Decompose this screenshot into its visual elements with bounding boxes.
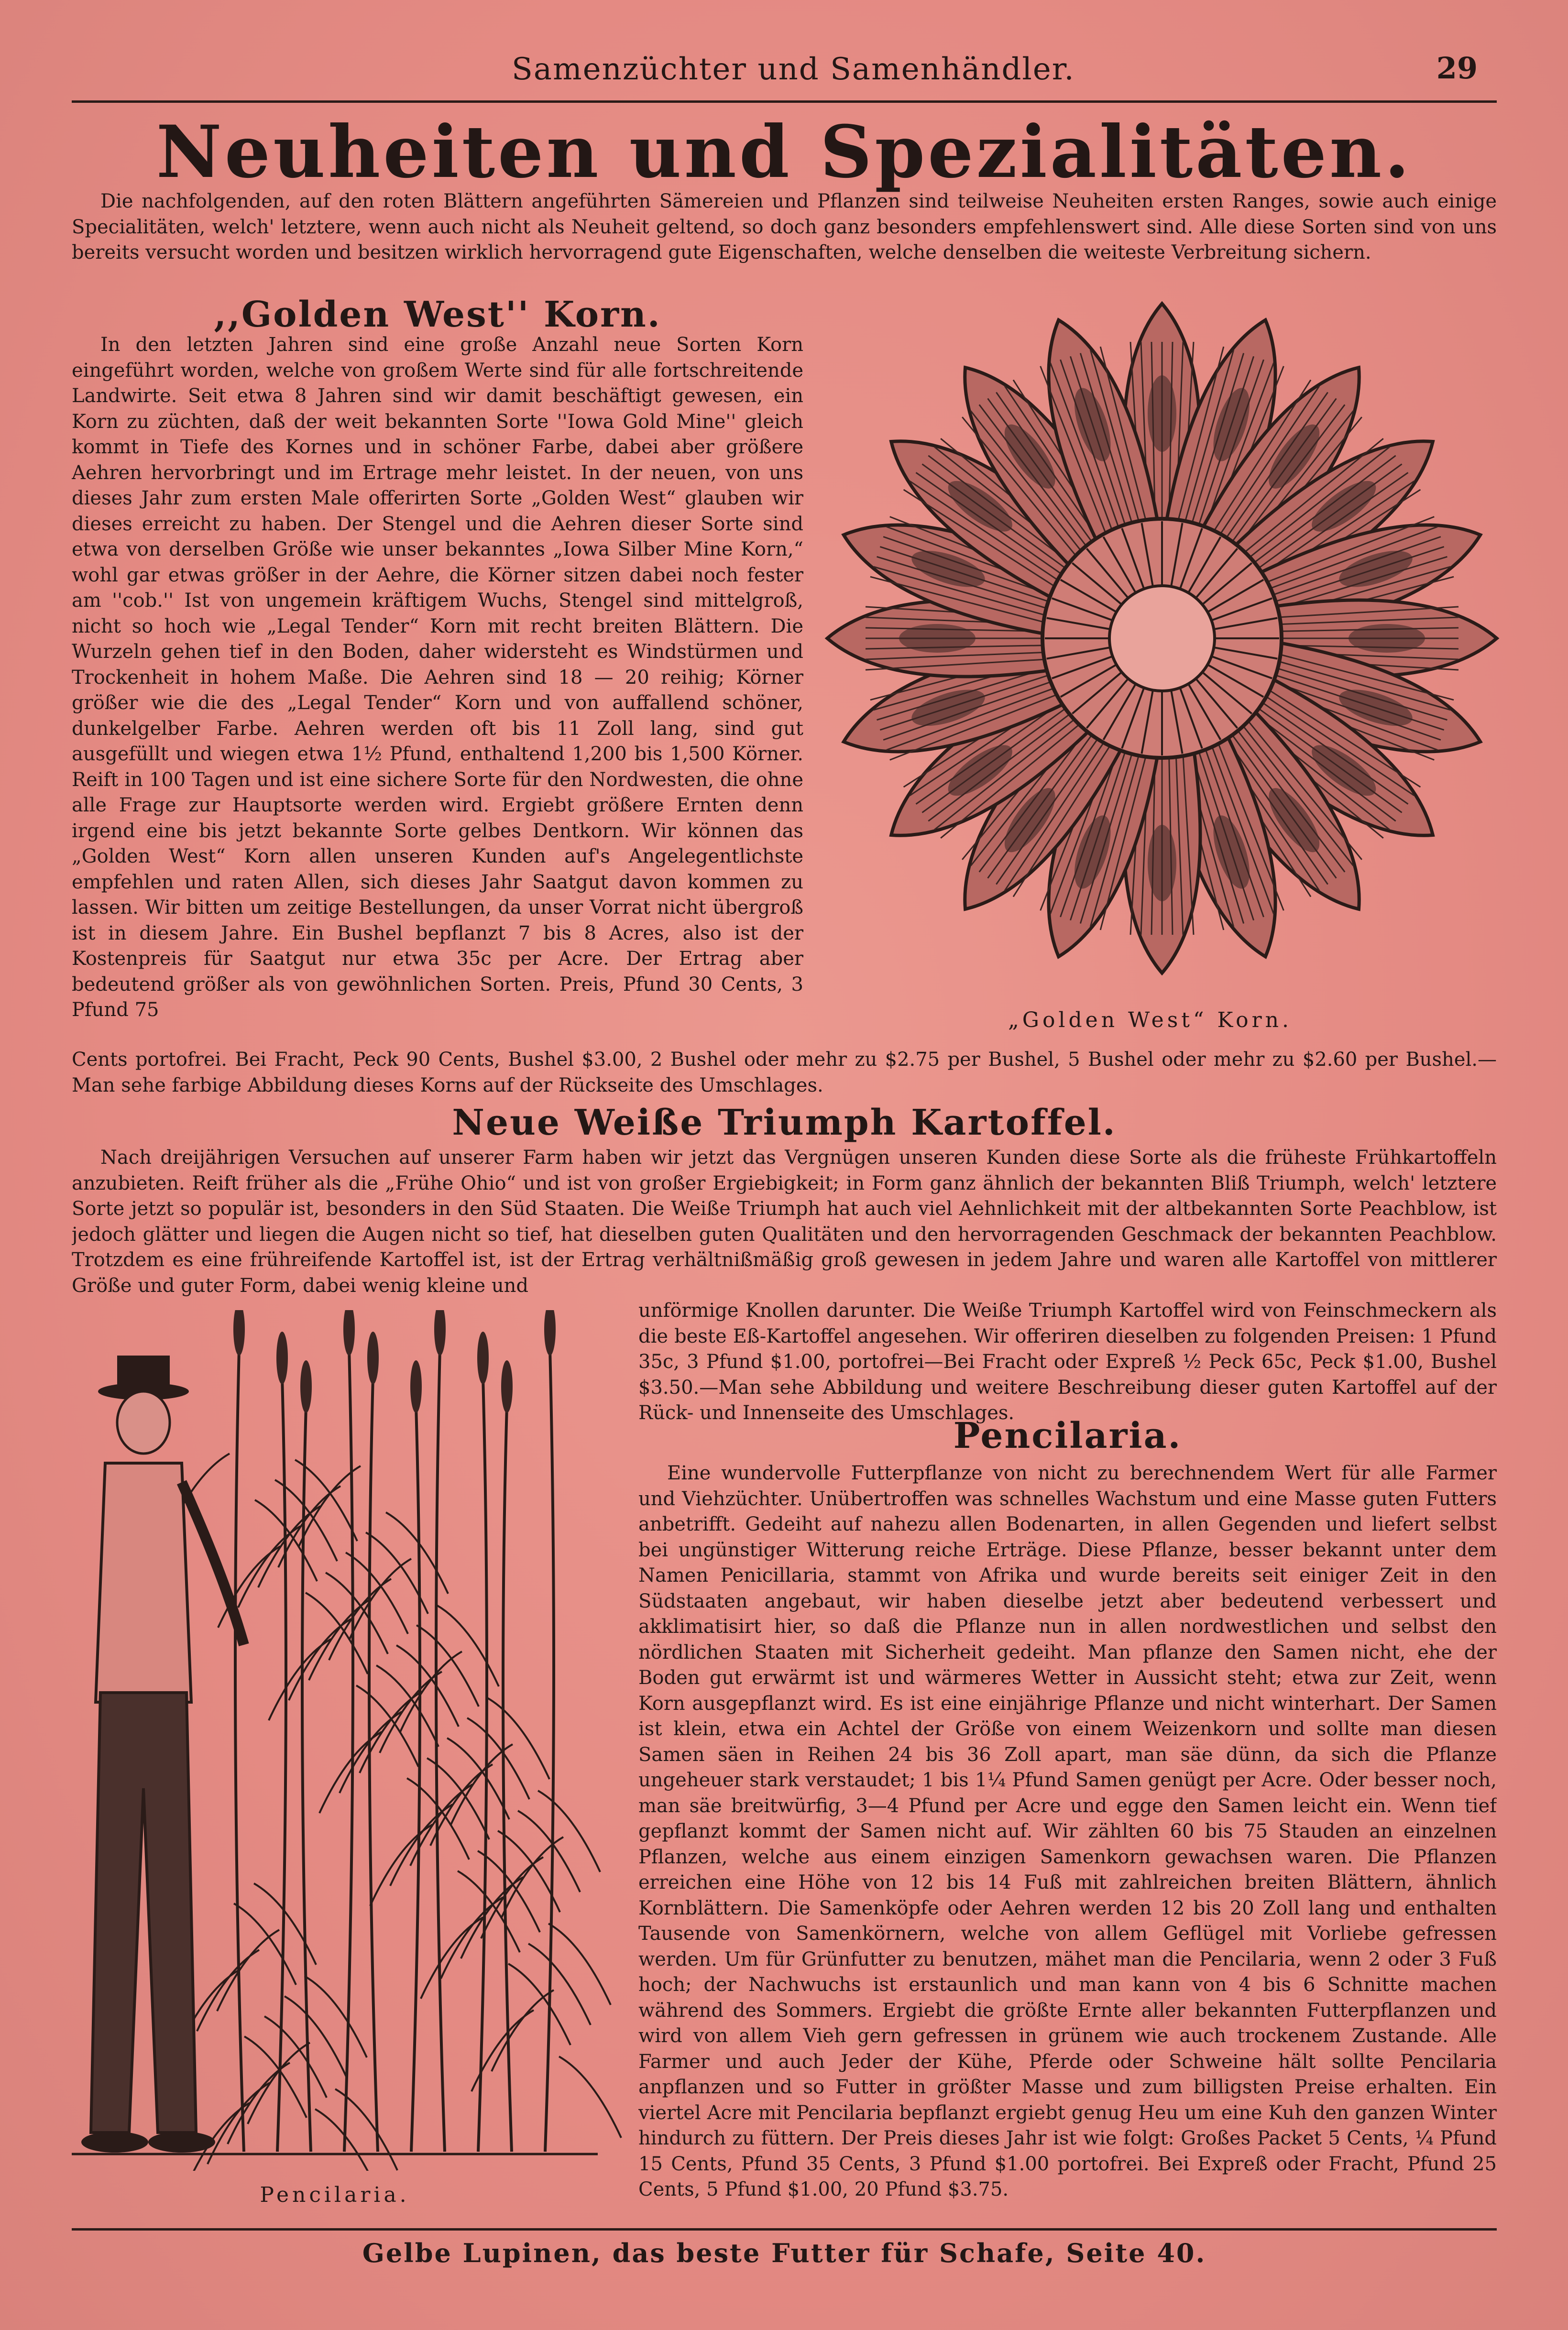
plant-leaf (487, 1698, 549, 1779)
pencilaria-svg (72, 1310, 626, 2171)
seed-head (544, 1310, 556, 1356)
triumph-body-continued: unförmige Knollen darunter. Die Weiße Triumph Kartoffel wird von Feinschmeckern als die beste Eß-Kartoffel angesehen. Wir offeriren dieselben zu folgenden Preisen: 1 Pfund 35c, 3 Pfund $1.00, portofrei—Bei Fracht oder Expreß ½ Peck 65c, Peck $1.00, Bushel $3.50.—Man sehe Abbildung und weitere Beschreibung dieser guten Kartoffel auf der Rück- und Innenseite des Umschlages. (638, 1300, 1497, 1424)
plant-stalk (235, 1348, 244, 2152)
footer-note: Gelbe Lupinen, das beste Futter für Schafe, Seite 40. (362, 2238, 1206, 2268)
plant-stalk (369, 1377, 378, 2152)
plant-leaf (376, 1665, 439, 1747)
pencilaria-illustration (72, 1310, 626, 2171)
plant-leaf (458, 1871, 520, 1952)
seed-head (233, 1310, 245, 1356)
cob-pith (1109, 586, 1215, 691)
golden-west-heading: ,,Golden West'' Korn. (214, 294, 661, 335)
plant-leaf (417, 1625, 479, 1706)
plant-leaf (559, 2057, 621, 2138)
plant-leaf (217, 1930, 279, 2011)
seed-head (343, 1310, 355, 1356)
plant-leaf (234, 1903, 296, 1985)
golden-west-body: In den letzten Jahren sind eine große Anzahl neue Sorten Korn eingeführt worden, welche von großem Werte sind für alle fortschreitende Landwirte. Seit etwa 8 Jahren sind wir damit beschäftigt gewesen, ein Korn zu züchten, daß der weit bekannten Sorte ''Iowa Gold Mine'' gleich kommt in Tiefe des Kornes und in schöner Farbe, dabei aber größere Aehren hervorbringt und im Ertrage mehr leistet. In der neuen, von uns dieses Jahr zum ersten Male offerirten Sorte „Golden West“ glauben wir dieses erreicht zu haben. Der Stengel und die Aehren dieser Sorte sind etwa von derselben Größe wie unser bekanntes „Iowa Silber Mine Korn,“ wohl gar etwas größer in der Aehre, die Körner sitzen dabei noch fester am ''cob.'' Ist von ungemein kräftigem Wuchs, Stengel sind mittelgroß, nicht so hoch wie „Legal Tender“ Korn mit recht breiten Blättern. Die Wurzeln gehen tief in den Boden, daher widersteht es Windstürmen und Trockenheit in hohem Maße. Die Aehren sind 18 — 20 reihig; Körner größer wie die des „Legal Tender“ Korn und von auffallend schöner, dunkelgelber Farbe. Aehren werden oft bis 11 Zoll lang, sind gut ausgefüllt und wiegen etwa 1½ Pfund, enthaltend 1,200 bis 1,500 Körner. Reift in 100 Tagen und ist eine sichere Sorte für den Nordwesten, die ohne alle Frage zur Hauptsorte werden wird. Ergiebt größere Ernten denn irgend eine bis jetzt bekannte Sorte gelbes Dentkorn. Wir können das „Golden West“ Korn allen unseren Kunden auf's Angelegentlichste empfehlen und raten Allen, sich dieses Jahr Saatgut davon kommen zu lassen. Wir bitten um zeitige Bestellungen, da unser Vorrat nicht übergroß ist in diesem Jahre. Ein Bushel bepflanzt 7 bis 8 Acres, also ist der Kostenpreis für Saatgut nur etwa 35c per Acre. Der Ertrag aber bedeutend größer als von gewöhnlichen Sorten. Preis, Pfund 30 Cents, 3 Pfund 75 (72, 334, 803, 1021)
seed-head (477, 1332, 489, 1384)
corn-cross-section-illustration (822, 287, 1502, 990)
farmer-trousers (91, 1693, 196, 2133)
triumph-heading: Neue Weiße Triumph Kartoffel. (452, 1102, 1117, 1143)
plant-leaf (400, 1652, 462, 1733)
plant-leaf (264, 2016, 327, 2098)
pencilaria-caption: Pencilaria. (260, 2183, 410, 2207)
plant-leaf (386, 1512, 448, 1594)
plant-leaf (346, 1553, 408, 1634)
plant-leaf (501, 1837, 563, 1918)
plant-leaf (528, 1944, 591, 2025)
pencilaria-heading: Pencilaria. (953, 1415, 1182, 1456)
triumph-body: Nach dreijährigen Versuchen auf unserer Farm haben wir jetzt das Vergnügen unseren Kunden diese Sorte als die früheste Frühkartoffeln anzubieten. Reift früher als die „Frühe Ohio“ und ist von großer Ergiebigkeit; in Form ganz ähnlich der bekannten Bliß Triumph, welch' letztere Sorte jetzt so populär ist, besonders in den Süd Staaten. Die Weiße Triumph hat auch viel Aehnlichkeit mit der altbekannten Sorte Peachblow, ist jedoch glätter und liegen die Augen nicht so tief, hat dieselben guten Qualitäten und den hervorragenden Geschmack der bekannten Peachblow. Trotzdem es eine frühreifende Kartoffel ist, ist der Ertrag verhältnißmäßig groß gewesen in jedem Jahre und waren alle Kartoffel von mittlerer Größe und guter Form, dabei wenig kleine und (72, 1147, 1497, 1297)
page-title: Neuheiten und Spezialitäten. (156, 110, 1413, 194)
plant-leaf (548, 1924, 611, 2005)
plant-leaf (305, 1976, 367, 2057)
golden-west-price: Cents portofrei. Bei Fracht, Peck 90 Cents, Bushel $3.00, 2 Bushel oder mehr zu $2.75 per Bushel, 5 Bushel oder mehr zu $2.60 per Bushel.—Man sehe farbige Abbildung dieses Korns auf der Rückseite des Umschlages. (72, 1049, 1497, 1096)
footer-rule (72, 2228, 1497, 2231)
farmer-shoe (81, 2132, 148, 2153)
plant-leaf (447, 1738, 509, 1819)
plant-leaf (508, 1964, 570, 2045)
plant-leaf (356, 1685, 418, 1767)
golden-west-caption: „Golden West“ Korn. (1008, 1008, 1292, 1032)
plant-leaf (285, 1996, 347, 2078)
page-number: 29 (1436, 51, 1478, 86)
running-head (72, 48, 1497, 103)
plant-leaf (518, 1811, 580, 1892)
intro-paragraph: Die nachfolgenden, auf den roten Blättern angeführten Sämereien und Pflanzen sind teilweise Neuheiten ersten Ranges, sowie auch einige Specialitäten, welch' letztere, wenn auch nicht als Neuheit geltend, so doch ganz besonders empfehlenswert sind. Alle diese Sorten sind von uns bereits versucht worden und besitzen wirklich hervorragend gute Eigenschaften, welche denselben die weiteste Verbreitung sichern. (72, 190, 1497, 263)
plant-leaf (437, 1605, 499, 1686)
seed-head (434, 1310, 446, 1356)
plant-leaf (478, 1851, 540, 1932)
plant-leaf (326, 1573, 388, 1654)
farmer-shoe (148, 2132, 215, 2153)
plant-stalk (545, 1348, 554, 2152)
plant-leaf (467, 1718, 529, 1799)
plant-leaf (396, 1645, 459, 1727)
plant-leaf (244, 2036, 307, 2118)
plant-leaf (538, 1791, 600, 1872)
pencilaria-body: Eine wundervolle Futterpflanze von nicht zu berechnendem Wert für alle Farmer und Viehzüchter. Unübertroffen was schnelles Wachstum und eine Masse guten Futters anbetrifft. Gedeiht auf nahezu allen Bodenarten, in allen Gegenden und liefert selbst bei ungünstiger Witterung reiche Erträge. Diese Pflanze, besser bekannt unter dem Namen Penicillaria, stammt von Afrika und wurde bereits seit einiger Zeit in den Südstaaten angebaut, wir haben dieselbe jetzt aber bedeutend verbessert und akklimatisirt hier, so daß die Pflanze nun in allen nordwestlichen und selbst den nördlichen Staaten mit Sicherheit gedeiht. Man pflanze den Samen nicht, ehe der Boden gut erwärmt ist und wärmeres Wetter in Aussicht steht; etwa zur Zeit, wenn Korn ausgepflanzt wird. Es ist eine einjährige Pflanze und nicht winterhart. Der Samen ist klein, etwa ein Achtel der Größe von einem Weizenkorn und sollte man diesen Samen säen in Reihen 24 bis 36 Zoll apart, man säe dünn, da sich die Pflanze ungeheuer stark verstaudet; 1 bis 1¼ Pfund Samen genügt per Acre. Oder besser noch, man säe breitwürfig, 3—4 Pfund per Acre und egge den Samen leicht ein. Wenn tief gepflanzt kommt der Samen nicht auf. Wir zählten 60 bis 75 Stauden an einzelnen Pflanzen, welche aus einem einzigen Samenkorn gewachsen waren. Die Pflanzen erreichen eine Höhe von 12 bis 14 Fuß mit zahlreichen breiten Blättern, ähnlich Kornblättern. Die Samenköpfe oder Aehren werden 12 bis 20 Zoll lang und enthalten Tausende von Samenkörnern, welche von allem Geflügel mit Vorliebe gefressen werden. Um für Grünfutter zu benutzen, mähet man die Pencilaria, wenn 2 oder 3 Fuß hoch; der Nachwuchs ist erstaunlich und man kann von 4 bis 6 Schnitte machen während des Sommers. Ergiebt die größte Ernte aller bekannten Futterpflanzen und wird von allem Vieh gern gefressen in grünem wie auch trockenem Zustande. Alle Farmer und auch Jeder der Kühe, Pferde oder Schweine hält sollte Pencilaria anpflanzen und so Futter in größter Masse und zum billigsten Preise erhalten. Ein viertel Acre mit Pencilaria bepflanzt ergiebt genug Heu um eine Kuh den ganzen Winter hindurch zu füttern. Der Preis dieses Jahr ist wie folgt: Großes Packet 5 Cents, ¼ Pfund 15 Cents, Pfund 35 Cents, 3 Pfund $1.00 portofrei. Bei Expreß oder Fracht, Pfund 25 Cents, 5 Pfund $1.00, 20 Pfund $3.75. (638, 1462, 1497, 2200)
seed-head (300, 1360, 312, 1413)
corn-cross-section-svg (822, 287, 1502, 990)
seed-head (410, 1360, 422, 1413)
plant-leaf (492, 1990, 554, 2071)
farmer-hat-crown (117, 1356, 170, 1394)
farmer-head (117, 1391, 170, 1454)
plant-stalk (411, 1406, 420, 2152)
plant-stalk (277, 1377, 286, 2152)
seed-head (501, 1360, 513, 1413)
farmer-shirt (96, 1463, 191, 1702)
running-title: Samenzüchter und Samenhändler. (512, 52, 1075, 87)
seed-head (367, 1332, 379, 1384)
seed-head (276, 1332, 288, 1384)
plant-leaf (306, 1593, 368, 1674)
plant-stalk (344, 1348, 353, 2152)
plant-stalk (436, 1348, 445, 2152)
plant-leaf (349, 1559, 411, 1640)
plant-stalk (478, 1377, 487, 2152)
